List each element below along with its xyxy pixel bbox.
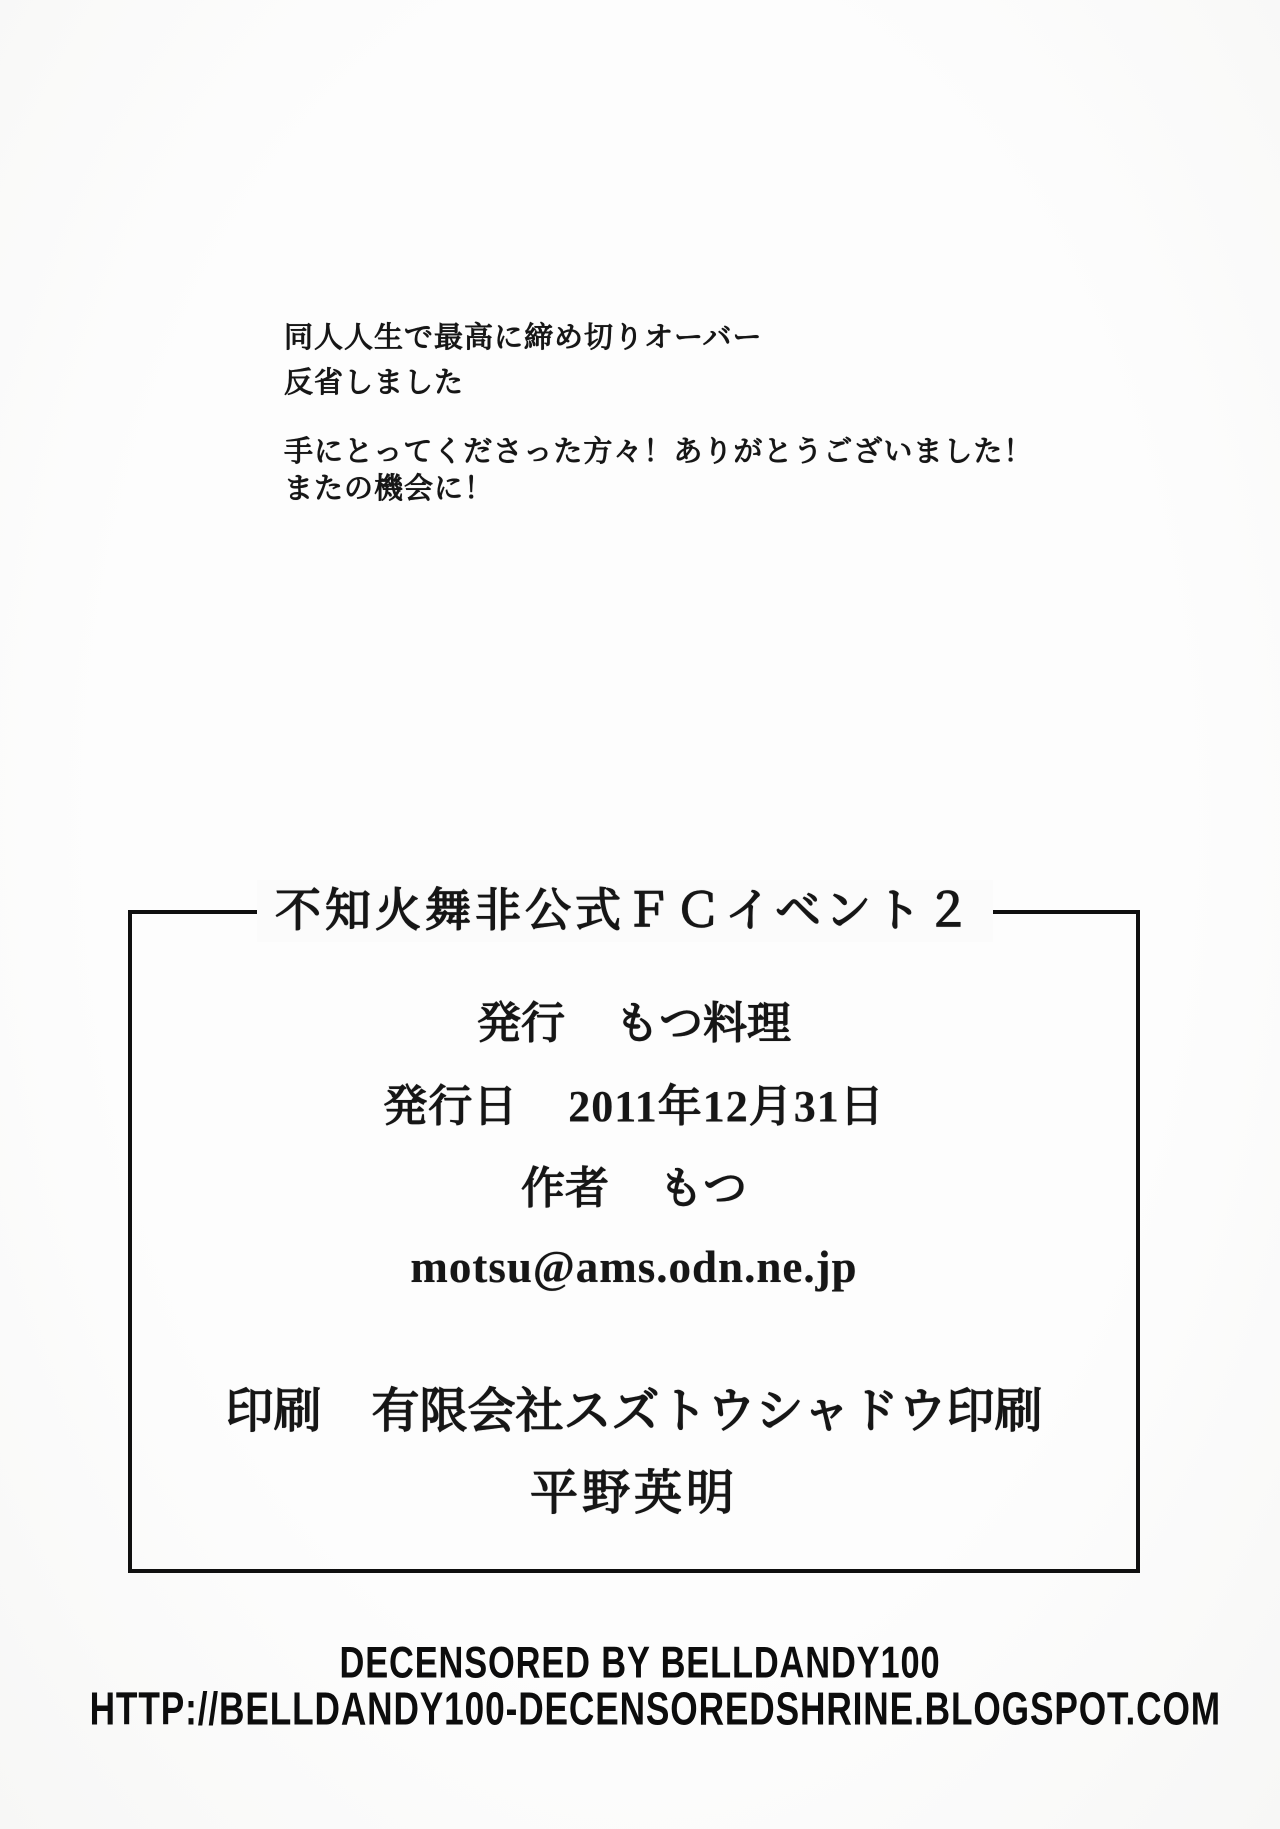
decensor-credit-text: DECENSORED BY BELLDANDY100: [339, 1638, 941, 1688]
printer-name-value: 平野英明: [529, 1467, 738, 1520]
publisher-value: もつ料理: [615, 999, 791, 1048]
colophon-box: [128, 885, 1140, 1573]
author-label: 作者: [521, 1164, 609, 1213]
afterword-line: 同人人生で最高に締め切りオーバー: [284, 322, 763, 354]
colophon-row-author: [132, 1159, 1136, 1219]
publish-date-label: 発行日: [383, 1082, 519, 1131]
decensor-credit-url: HTTP://BELLDANDY100-DECENSOREDSHRINE.BLOGSPOT.COM: [89, 1683, 1221, 1735]
afterword-blank-line: [284, 406, 1033, 434]
colophon-title: 不知火舞非公式ＦＣイベント２: [257, 880, 993, 942]
author-value: もつ: [659, 1164, 747, 1213]
publisher-label: 発行: [477, 999, 565, 1048]
decensor-credit-block: [0, 1638, 1280, 1735]
colophon-row-email: [132, 1237, 1136, 1297]
colophon-row-printer-name: [132, 1464, 1136, 1524]
colophon-row-publish-date: [132, 1077, 1136, 1137]
afterword-line: 手にとってくださった方々！ありがとうございました！: [284, 436, 1034, 468]
afterword-line: 反省しました: [284, 367, 465, 399]
publish-date-value: 2011年12月31日: [568, 1082, 885, 1131]
email-value: motsu@ams.odn.ne.jp: [410, 1242, 858, 1292]
printer-label: 印刷: [225, 1385, 322, 1438]
colophon-row-printer: [132, 1382, 1136, 1442]
afterword-line: またの機会に！: [284, 473, 495, 505]
colophon-row-publisher: [132, 994, 1136, 1054]
printer-value: 有限会社スズトウシャドウ印刷: [371, 1385, 1043, 1438]
afterword-text-block: [284, 316, 1033, 508]
